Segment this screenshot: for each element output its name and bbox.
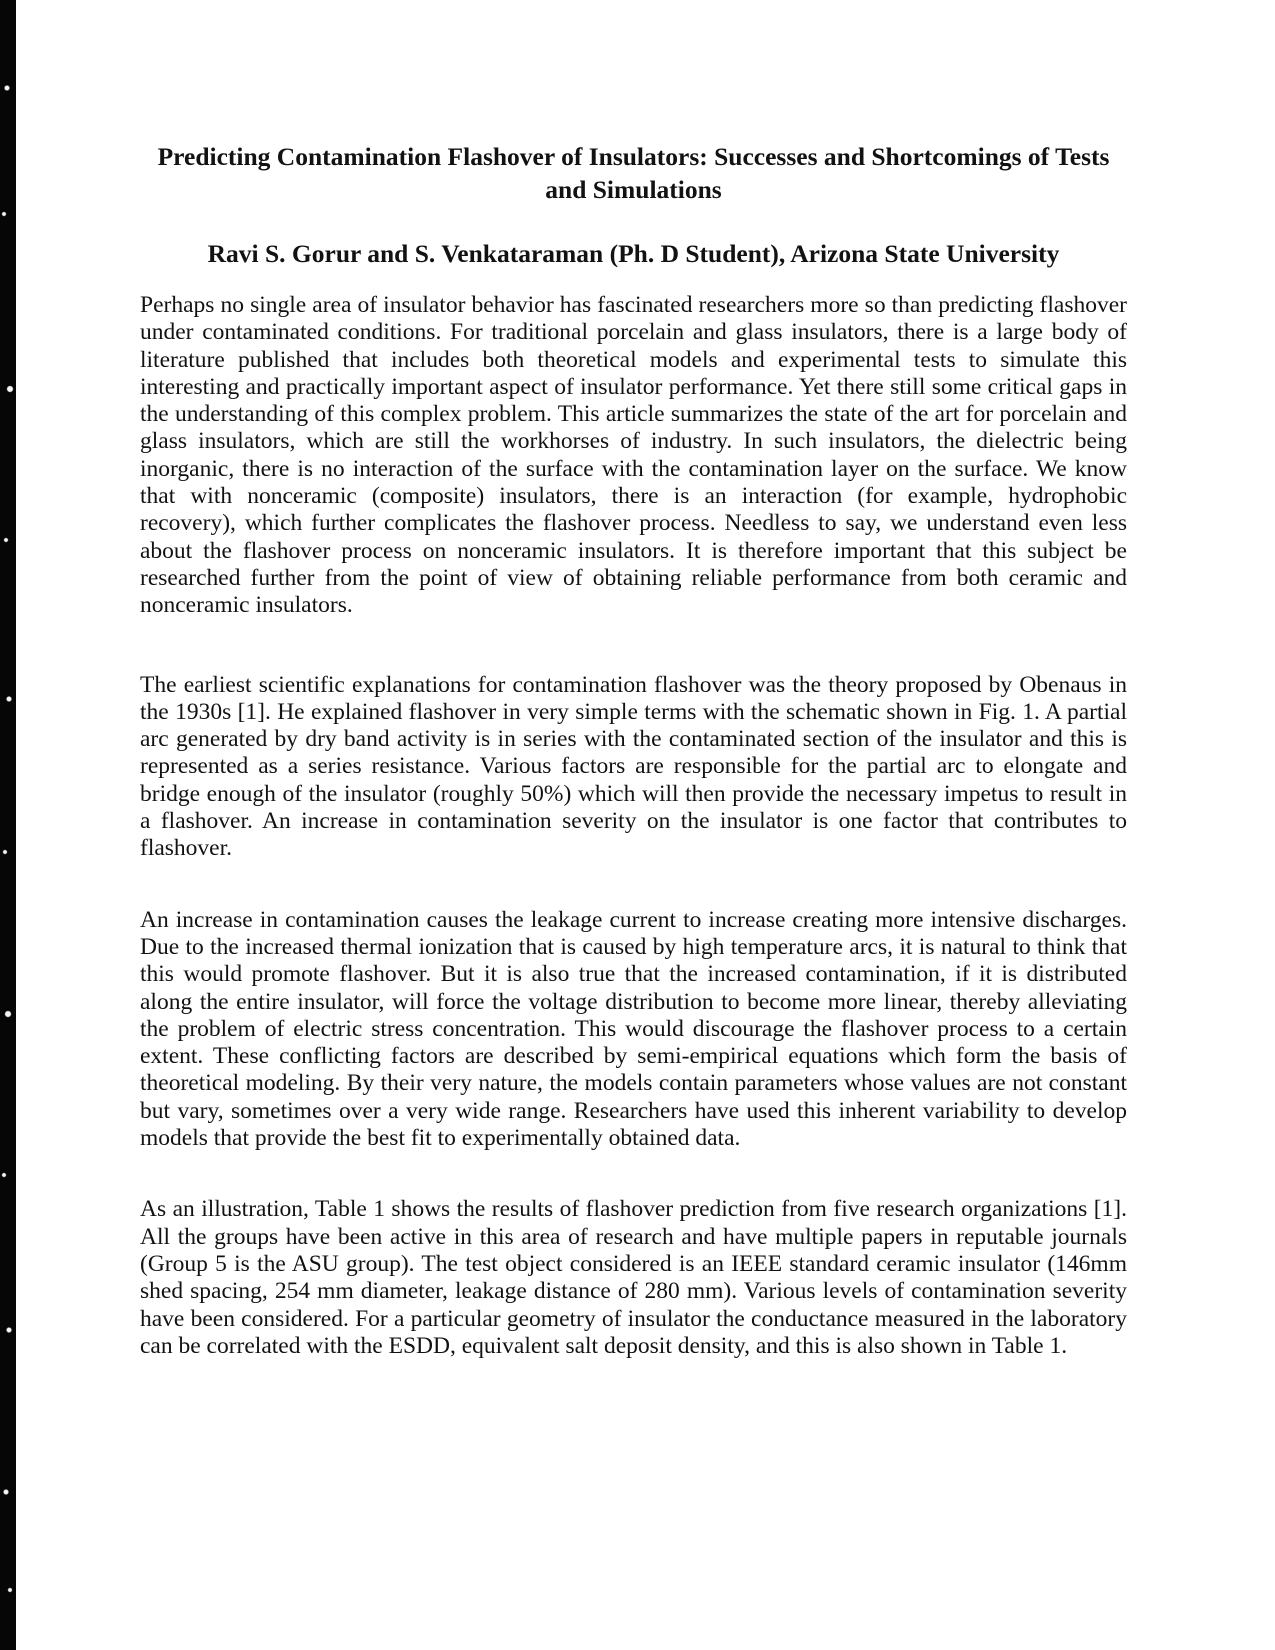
body-paragraph-4: As an illustration, Table 1 shows the results of flashover prediction from five research organizations [1]. All the groups have been active in this area of research and have multiple papers in reputable journals (Group 5 is the ASU group). The test object considered is an IEEE standard ceramic insulator (146mm shed spacing, 254 mm diameter, leakage distance of 280 mm). Various levels of contamination severity have been considered. For a particular geometry of insulator the conductance measured in the laboratory can be correlated with the ESDD, equivalent salt deposit density, and this is also shown in Table 1. (140, 1196, 1127, 1359)
scan-edge-artifact (0, 0, 16, 1650)
body-paragraph-3: An increase in contamination causes the leakage current to increase creating more intensive discharges. Due to the increased thermal ionization that is caused by high temperature arcs, it is natural to think that this would promote flashover. But it is also true that the increased contamination, if it is distributed along the entire insulator, will force the voltage distribution to become more linear, thereby alleviating the problem of electric stress concentration. This would discourage the flashover process to a certain extent. These conflicting factors are described by semi-empirical equations which form the basis of theoretical modeling. By their very nature, the models contain parameters whose values are not constant but vary, sometimes over a very wide range. Researchers have used this inherent variability to develop models that provide the best fit to experimentally obtained data. (140, 906, 1127, 1152)
page-title-line-2: and Simulations (545, 175, 722, 204)
body-paragraph-2: The earliest scientific explanations for contamination flashover was the theory proposed by Obenaus in the 1930s [1]. He explained flashover in very simple terms with the schematic shown in Fig. 1. A partial arc generated by dry band activity is in series with the contaminated section of the insulator and this is represented as a series resistance. Various factors are responsible for the partial arc to elongate and bridge enough of the insulator (roughly 50%) which will then provide the necessary impetus to result in a flashover. An increase in contamination severity on the insulator is one factor that contributes to flashover. (140, 671, 1127, 862)
page-content (140, 140, 1127, 1360)
page-title-line-1: Predicting Contamination Flashover of Insulators: Successes and Shortcomings of Tests (157, 142, 1110, 171)
authors-byline: Ravi S. Gorur and S. Venkataraman (Ph. D Student), Arizona State University (207, 239, 1060, 268)
body-paragraph-1: Perhaps no single area of insulator behavior has fascinated researchers more so than predicting flashover under contaminated conditions. For traditional porcelain and glass insulators, there is a large body of literature published that includes both theoretical models and experimental tests to simulate this interesting and practically important aspect of insulator performance. Yet there still some critical gaps in the understanding of this complex problem. This article summarizes the state of the art for porcelain and glass insulators, which are still the workhorses of industry. In such insulators, the dielectric being inorganic, there is no interaction of the surface with the contamination layer on the surface. We know that with nonceramic (composite) insulators, there is an interaction (for example, hydrophobic recovery), which further complicates the flashover process. Needless to say, we understand even less about the flashover process on nonceramic insulators. It is therefore important that this subject be researched further from the point of view of obtaining reliable performance from both ceramic and nonceramic insulators. (140, 292, 1127, 619)
page-title (140, 140, 1127, 206)
